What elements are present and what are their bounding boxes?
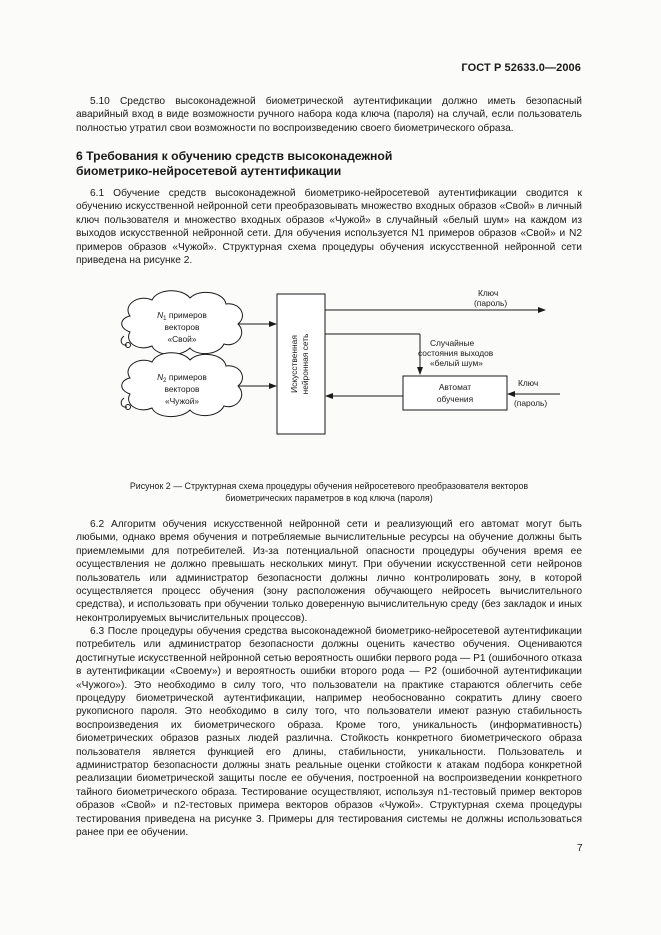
paragraph-6-2: 6.2 Алгоритм обучения искусственной нейронной сети и реализующий его автомат могут быть любыми, однако время обучения и потребляемые вычислительные ресурсы на обучение должны быть приемлемыми для потребителей. Из-за потенциальной опасности процедуры обучения время ее осуществления не должно превышать нескольких минут. При обучении искусственной сети нейронов пользователь или администратор безопасности должны лично контролировать зону, в которой осуществляется процесс обучения (зону расположения обучающего нейросеть вычислительного средства), и использовать при обучении только доверенную вычислительную среду (без закладок и иных неконтролируемых вычислительных процессов).: [76, 519, 582, 624]
cloud2-line2: векторов: [164, 384, 200, 394]
section-heading-line1: 6 Требования к обучению средств высоконадежной: [76, 149, 393, 163]
key-in-line2: (пароль): [514, 398, 548, 408]
random-line3: «белый шум»: [430, 358, 483, 368]
paragraph-6-3: 6.3 После процедуры обучения средства высоконадежной биометрико-нейросетевой аутентификации потребитель или администратор безопасности должны оценить качество обучения. Оцениваются достигнутые искусственной нейронной сетью вероятность ошибки первого рода — P1 (ошибочного отказа в аутентификации «Своему») и вероятность ошибки второго рода — P2 (ошибочной аутентификации «Чужого»). Это необходимо в силу того, что пользователи на практике стараются облегчить себе процедуру биометрической аутентификации, например необоснованно сократить длину своего рукописного пароля. Это необходимо в силу того, что пользователи имеют разную стабильность воспроизведения их биометрического образа. Кроме того, уникальность (информативность) биометрических образов разных людей различна. Стойкость конкретного биометрического образа пользователя является функцией его длины, стабильности, уникальности. Пользователь и администратор безопасности должны знать реальные оценки стойкости к атакам подбора конкретной реализации биометрической защиты после ее обучения, построенной на воспроизведении конкретного тайного биометрического образа. Тестирование осуществляют, используя n1-тестовый пример векторов образов «Свой» и n2-тестовых примера векторов образов «Чужой». Структурная схема процедуры тестирования приведена на рисунке 3. Примеры для тестирования системы не должны использоваться ранее при ее обучении.: [76, 626, 582, 839]
caption-line1: Рисунок 2 — Структурная схема процедуры обучения нейросетевого преобразователя векторов: [129, 481, 529, 491]
key-in-line1: Ключ: [518, 378, 539, 388]
ann-label-line1: Искусственная: [289, 335, 299, 393]
random-line1: Случайные: [430, 338, 475, 348]
page-number: 7: [577, 843, 583, 854]
automat-line1: Автомат: [438, 382, 472, 392]
cloud1-line3: «Свой»: [167, 334, 197, 344]
cloud1-line2: векторов: [164, 322, 200, 332]
section-heading: [76, 149, 582, 179]
paragraph-6-1: 6.1 Обучение средств высоконадежной биометрико-нейросетевой аутентификации сводится к обучению искусственной нейронной сети преобразовывать множество входных образов «Свой» в личный ключ пользователя и множество входных образов «Чужой» в случайный «белый шум» на каждом из выходов искусственной нейронной сети. Для обучения используется N1 примеров образов «Свой» и N2 примеров образов «Чужой». Структурная схема процедуры обучения искусственной нейронной сети приведена на рисунке 2.: [76, 188, 582, 267]
figure-2-diagram: [100, 282, 570, 462]
key-out-line1: Ключ: [478, 288, 499, 298]
cloud1-line1: $N_1$ примеров: [157, 310, 207, 322]
cloud-own-samples: [121, 291, 242, 355]
section-heading-line2: биометрико-нейросетевой аутентификации: [76, 164, 342, 178]
cloud-alien-samples: [121, 353, 242, 417]
caption-line2: биометрических параметров в код ключа (пароля): [225, 492, 433, 503]
figure-2-caption: [76, 481, 582, 504]
cloud2-line3: «Чужой»: [164, 396, 200, 406]
automat-line2: обучения: [436, 394, 474, 404]
cloud2-line1: $N_2$ примеров: [157, 372, 207, 384]
key-out-line2: (пароль): [474, 298, 508, 308]
paragraph-5-10: 5.10 Средство высоконадежной биометрической аутентификации должно иметь безопасный аварийный вход в виде возможности ручного набора кода ключа (пароля) на случай, если пользователь полностью утратил свои возможности по воспроизведению своего биометрического образа.: [76, 96, 582, 134]
ann-label-line2: нейронная сеть: [300, 333, 310, 395]
document-code: ГОСТ Р 52633.0—2006: [461, 62, 581, 74]
random-line2: состояния выходов: [418, 348, 494, 358]
